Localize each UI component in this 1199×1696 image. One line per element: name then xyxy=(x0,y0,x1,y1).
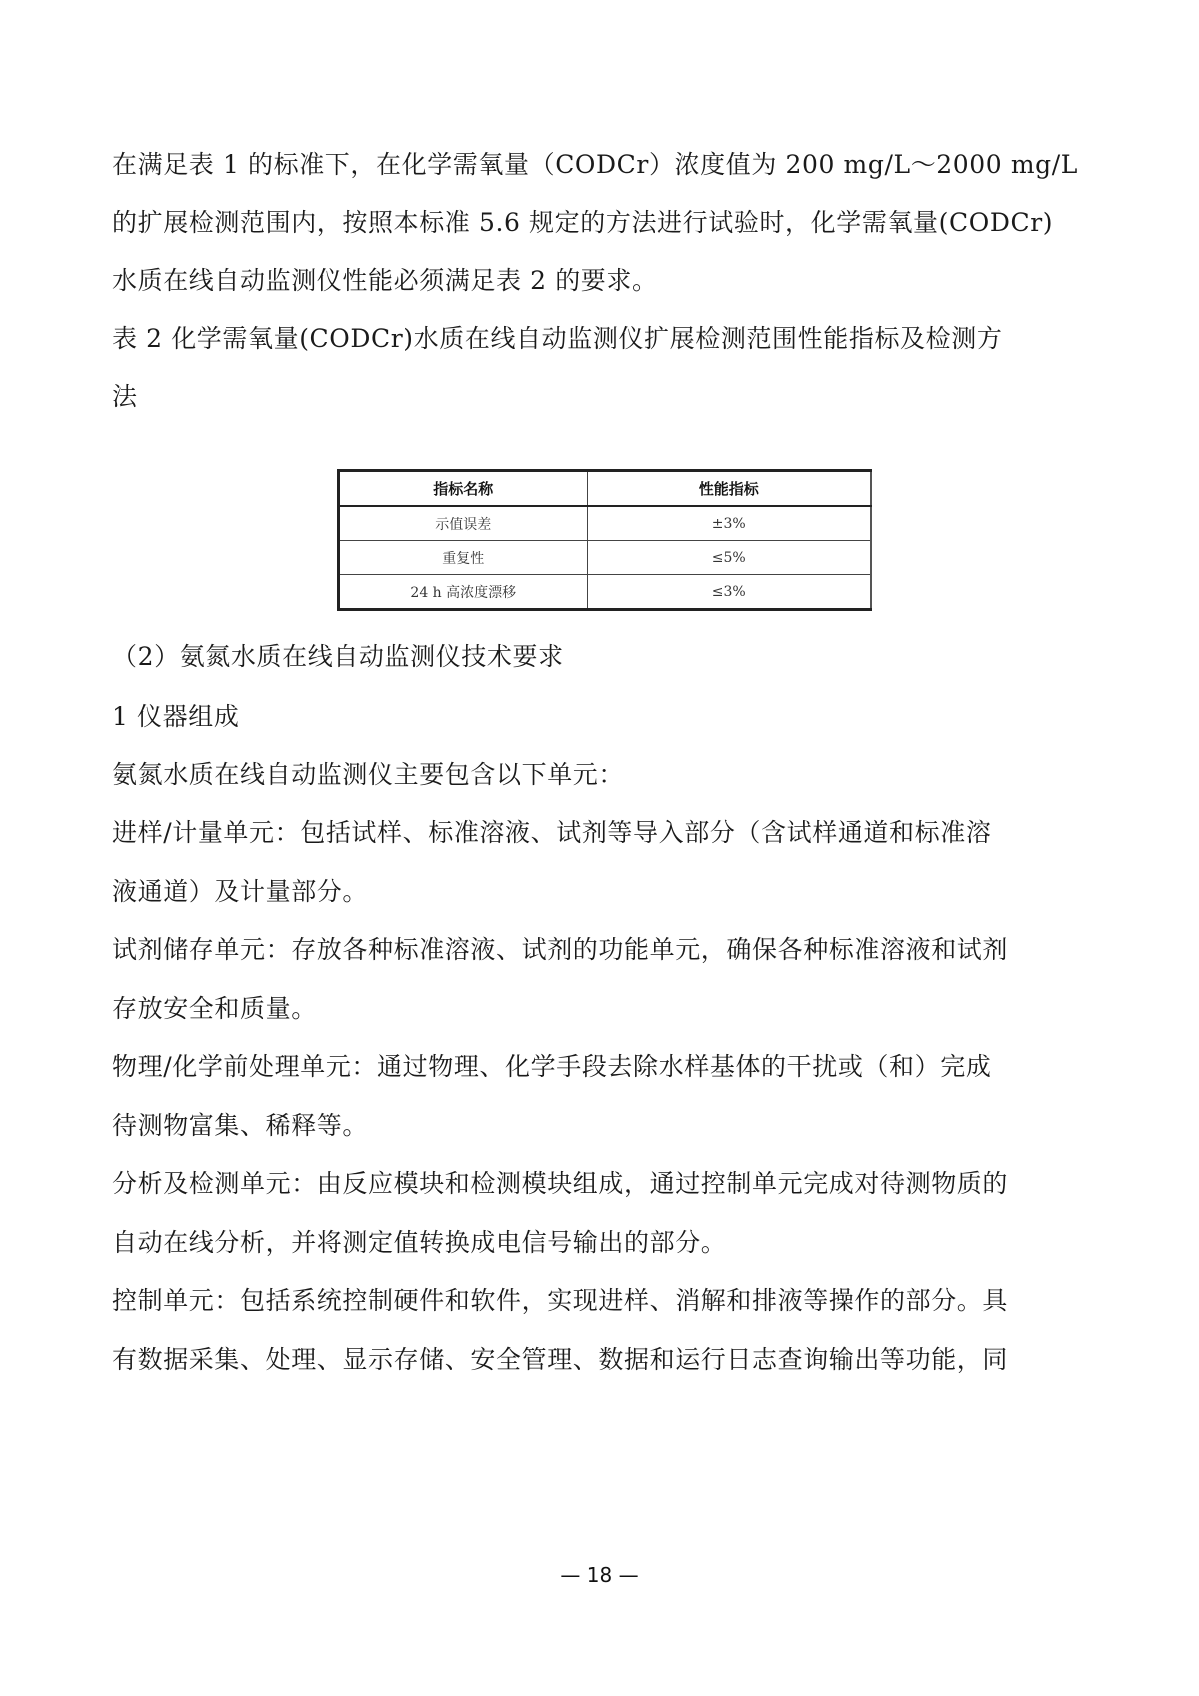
table-cell: ≤3% xyxy=(587,575,871,610)
subheading: 1 仪器组成 xyxy=(112,702,240,731)
paragraph-line: 有数据采集、处理、显示存储、安全管理、数据和运行日志查询输出等功能，同 xyxy=(112,1345,1009,1374)
table-header-row xyxy=(339,471,872,507)
paragraph-line: 控制单元：包括系统控制硬件和软件，实现进样、消解和排液等操作的部分。具 xyxy=(112,1286,1009,1315)
paragraph-line: 待测物富集、稀释等。 xyxy=(112,1111,369,1140)
performance-table-container xyxy=(337,469,872,611)
table-cell: 24 h 高浓度漂移 xyxy=(339,575,588,610)
table-row xyxy=(339,541,872,575)
table-header-cell: 性能指标 xyxy=(587,471,871,507)
paragraph-line: 液通道）及计量部分。 xyxy=(112,877,369,906)
paragraph-line: 水质在线自动监测仪性能必须满足表 2 的要求。 xyxy=(112,266,658,295)
performance-table xyxy=(337,469,872,611)
table-header-cell: 指标名称 xyxy=(339,471,588,507)
table-row xyxy=(339,575,872,610)
table-cell: 示值误差 xyxy=(339,506,588,541)
paragraph-line: 存放安全和质量。 xyxy=(112,994,317,1023)
table-caption: 表 2 化学需氧量(CODCr)水质在线自动监测仪扩展检测范围性能指标及检测方 xyxy=(112,324,1003,353)
table-cell: ≤5% xyxy=(587,541,871,575)
paragraph-line: 进样/计量单元：包括试样、标准溶液、试剂等导入部分（含试样通道和标准溶 xyxy=(112,818,992,847)
paragraph-line: 自动在线分析，并将测定值转换成电信号输出的部分。 xyxy=(112,1228,727,1257)
table-row xyxy=(339,506,872,541)
table-caption-continued: 法 xyxy=(112,382,138,411)
paragraph-line: 物理/化学前处理单元：通过物理、化学手段去除水样基体的干扰或（和）完成 xyxy=(112,1052,992,1081)
paragraph-line: 的扩展检测范围内，按照本标准 5.6 规定的方法进行试验时，化学需氧量(CODCr) xyxy=(112,208,1054,237)
paragraph-line: 在满足表 1 的标准下，在化学需氧量（CODCr）浓度值为 200 mg/L～2000 mg/L xyxy=(112,150,1078,179)
paragraph-line: 分析及检测单元：由反应模块和检测模块组成，通过控制单元完成对待测物质的 xyxy=(112,1169,1009,1198)
page-number: — 18 — xyxy=(560,1563,639,1587)
table-cell: 重复性 xyxy=(339,541,588,575)
section-heading: （2）氨氮水质在线自动监测仪技术要求 xyxy=(112,642,564,671)
paragraph-line: 试剂储存单元：存放各种标准溶液、试剂的功能单元，确保各种标准溶液和试剂 xyxy=(112,935,1009,964)
table-cell: ±3% xyxy=(587,506,871,541)
paragraph-line: 氨氮水质在线自动监测仪主要包含以下单元： xyxy=(112,760,625,789)
